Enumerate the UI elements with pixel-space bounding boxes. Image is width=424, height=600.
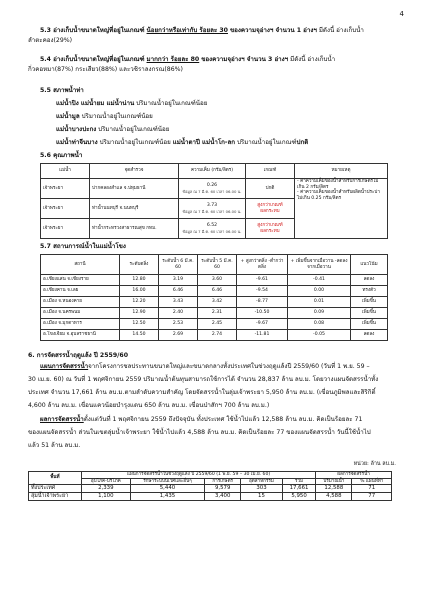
- alloc-percent: 77: [352, 493, 392, 501]
- mk-station: อ.เชียงแสน จ.เชียงราย: [41, 275, 120, 286]
- mk-col-trend: แนวโน้ม: [351, 255, 388, 275]
- river-row-2-status: ปริมาณน้ำอยู่ในเกณฑ์น้อย: [79, 113, 153, 120]
- wq-salinity-time: ข้อมูล ณ 7 มี.ค. 60 เวลา 06.00 น.: [182, 228, 242, 234]
- mk-yesterday: 3.60: [198, 275, 237, 286]
- alloc-sub-total: รวม: [282, 478, 315, 485]
- alloc-volume: 12,588: [316, 485, 352, 493]
- alloc-col-area: พื้นที่: [29, 472, 82, 485]
- allocation-header-1: [29, 472, 392, 479]
- mk-today: 2.40: [159, 308, 198, 319]
- mk-col-bank: ระดับตลิ่ง: [120, 255, 159, 275]
- mk-diff-bank: -9.61: [237, 275, 288, 286]
- table-row: [41, 330, 388, 341]
- river-row-4: [56, 139, 308, 147]
- section-5-4-list: กิ่วคอหมา(87%) กระเสียว(88%) และวชิราลงกรณ(86%): [28, 66, 183, 73]
- wq-salinity-value: 6.52: [206, 222, 218, 228]
- wq-col-site: จุดสำรวจ: [90, 164, 179, 179]
- mk-today: 3.43: [159, 297, 198, 308]
- wq-status: ปกติ: [246, 179, 295, 199]
- mk-bank: 12.90: [120, 308, 159, 319]
- mk-diff-bank: -9.54: [237, 286, 288, 297]
- table-row: [29, 493, 392, 501]
- river-row-3-status: ปริมาณน้ำอยู่ในเกณฑ์น้อย: [96, 126, 170, 133]
- mk-trend: ลดลง: [351, 275, 388, 286]
- section-5-4-tail: มีดังนี้ อ่างเก็บน้ำ: [290, 56, 336, 63]
- river-row-4-name: แม่น้ำท่าจีนบาง: [56, 139, 98, 146]
- section-5-3-criteria: น้อยกว่าหรือเท่ากับ ร้อยละ 30: [146, 27, 228, 34]
- alloc-agriculture: 9,579: [205, 485, 241, 493]
- mk-diff-day: -0.05: [288, 330, 351, 341]
- result-line-1: [40, 416, 362, 424]
- wq-salinity-value: 0.26: [206, 182, 218, 188]
- river-row-1: [56, 100, 207, 108]
- river-row-4-status: ปริมาณน้ำอยู่ในเกณฑ์น้อย: [97, 139, 173, 146]
- mk-diff-day: 0.09: [288, 308, 351, 319]
- mk-station: อ.เมือง จ.มุกดาหาร: [41, 319, 120, 330]
- wq-col-criteria: เกณฑ์: [246, 164, 295, 179]
- alloc-area: ลุ่มน้ำเจ้าพระยา: [29, 493, 82, 501]
- mk-col-diff-bank: + สูงกว่าตลิ่ง -ต่ำกว่าตลิ่ง: [237, 255, 288, 275]
- section-5-3: [40, 27, 364, 35]
- wq-river: เจ้าพระยา: [41, 219, 90, 239]
- wq-site: ปากคลองสำแล จ.ปทุมธานี: [90, 179, 179, 199]
- wq-salinity-value: 3.73: [206, 202, 218, 208]
- result-label: ผลการจัดสรรน้ำ: [40, 416, 84, 423]
- mk-station: อ.โขงเจียม จ.อุบลราชธานี: [41, 330, 120, 341]
- alloc-col-plan: แผนการจัดสรรน้ำในช่วงฤดูแล้ง ปี 2559/60 (1 พ.ย. 59 – 30 เม.ย. 60): [82, 472, 316, 479]
- mk-today: 2.69: [159, 330, 198, 341]
- mk-bank: 12.80: [120, 275, 159, 286]
- page-number: 4: [399, 10, 404, 18]
- alloc-industry: 303: [241, 485, 283, 493]
- mk-col-yesterday: ระดับน้ำ 5 มี.ค. 60: [198, 255, 237, 275]
- mk-yesterday: 2.74: [198, 330, 237, 341]
- mk-trend: ทรงตัว: [351, 286, 388, 297]
- water-quality-table: [40, 163, 388, 239]
- mk-station: อ.เมือง จ.นครพนม: [41, 308, 120, 319]
- plan-line-1: [40, 363, 370, 371]
- mk-trend: เพิ่มขึ้น: [351, 297, 388, 308]
- table-row: [41, 286, 388, 297]
- river-row-4-status-2: ปริมาณน้ำอยู่ในเกณฑ์: [235, 139, 297, 146]
- mk-bank: 12.50: [120, 319, 159, 330]
- alloc-sub-industry: อุตสาหกรรม: [241, 478, 283, 485]
- alloc-total: 5,950: [282, 493, 315, 501]
- mk-diff-bank: -9.67: [237, 319, 288, 330]
- alloc-sub-consumption: อุปโภค-บริโภค: [82, 478, 131, 485]
- wq-river: เจ้าพระยา: [41, 179, 90, 199]
- section-5-3-count: ของความจุอ่างฯ จำนวน 1 อ่างฯ: [229, 27, 317, 34]
- alloc-area: ทั้งประเทศ: [29, 485, 82, 493]
- mk-diff-day: -0.41: [288, 275, 351, 286]
- section-5-4-head: 5.4 อ่างเก็บน้ำขนาดใหญ่ที่อยู่ในเกณฑ์: [40, 56, 145, 63]
- mk-diff-bank: -10.50: [237, 308, 288, 319]
- river-row-4-level: ปกติ: [296, 139, 309, 146]
- alloc-industry: 15: [241, 493, 283, 501]
- table-row: [29, 485, 392, 493]
- alloc-sub-percent: % แผนที่ทำ: [352, 478, 392, 485]
- mk-today: 6.46: [159, 286, 198, 297]
- river-row-2-name: แม่น้ำมูล: [56, 113, 80, 120]
- wq-salinity: [179, 179, 246, 199]
- section-5-4-count: ของความจุอ่างฯ จำนวน 3 อ่างฯ: [201, 56, 289, 63]
- mk-station: อ.เมือง จ.หนองคาย: [41, 297, 120, 308]
- mk-today: 2.53: [159, 319, 198, 330]
- wq-status: สูงกว่าเกณฑ์ ผลกระทบ: [246, 199, 295, 219]
- mekong-table: [40, 254, 388, 341]
- section-5-3-head: 5.3 อ่างเก็บน้ำขนาดใหญ่ที่อยู่ในเกณฑ์: [40, 27, 145, 34]
- mk-col-today: ระดับน้ำ 6 มี.ค. 60: [159, 255, 198, 275]
- mk-trend: เพิ่มขึ้น: [351, 308, 388, 319]
- river-row-1-status: ปริมาณน้ำอยู่ในเกณฑ์น้อย: [134, 100, 208, 107]
- mk-yesterday: 2.31: [198, 308, 237, 319]
- alloc-percent: 71: [352, 485, 392, 493]
- table-row: [41, 308, 388, 319]
- wq-site: ท่าน้ำนนทบุรี จ.นนทบุรี: [90, 199, 179, 219]
- wq-salinity: [179, 219, 246, 239]
- river-row-4-name-2: แม่น้ำตาปี แม่น้ำโก-ลก: [172, 139, 235, 146]
- mk-yesterday: 2.45: [198, 319, 237, 330]
- mk-bank: 12.20: [120, 297, 159, 308]
- alloc-consumption: 2,339: [82, 485, 131, 493]
- mk-trend: เพิ่มขึ้น: [351, 319, 388, 330]
- mk-yesterday: 3.42: [198, 297, 237, 308]
- wq-col-salinity: ความเค็ม (กรัม/ลิตร): [179, 164, 246, 179]
- wq-note: - ค่าความเค็มของน้ำสำหรับการเกษตรไม่เกิน 2 กรัม/ลิตร - ค่าความเค็มของน้ำสำหรับผลิตน้ำประปาไม่เกิน 0.25 กรัม/ลิตร: [295, 179, 388, 239]
- wq-river: เจ้าพระยา: [41, 199, 90, 219]
- mk-trend: ลดลง: [351, 330, 388, 341]
- alloc-col-result: ผลการจัดสรรน้ำ: [316, 472, 392, 479]
- river-row-2: [56, 113, 153, 121]
- river-row-3: [56, 126, 169, 134]
- result-line-2: ของแผนจัดสรรน้ำ ส่วนในเขตลุ่มน้ำเจ้าพระยา ใช้น้ำไปแล้ว 4,588 ล้าน ลบ.ม. คิดเป็นร้อยละ 77 ของแผนจัดสรรน้ำ วันนี้ใช้น้ำไป: [28, 429, 371, 436]
- river-row-1-name: แม่น้ำปิง แม่น้ำยม แม่น้ำน่าน: [56, 100, 135, 107]
- alloc-sub-volume: ปริมาณน้ำ: [316, 478, 352, 485]
- allocation-table: [28, 471, 392, 501]
- mk-col-diff-day: + เพิ่มขึ้นจากเมื่อวาน -ลดลงจากเมื่อวาน: [288, 255, 351, 275]
- alloc-sub-ecology: รักษาระบบนิเวศและอื่นๆ: [130, 478, 205, 485]
- table-row: [41, 275, 388, 286]
- table-row: [41, 179, 388, 199]
- water-quality-header: [41, 164, 388, 179]
- wq-status: สูงกว่าเกณฑ์ ผลกระทบ: [246, 219, 295, 239]
- alloc-ecology: 5,440: [130, 485, 205, 493]
- wq-site: ท่าน้ำกระทรวงสาธารณสุข กทม.: [90, 219, 179, 239]
- plan-text-1: จากโครงการชลประทานขนาดใหญ่และขนาดกลางทั้งประเทศในช่วงฤดูแล้งปี 2559/60 (วันที่ 1 พ.ย. 59 –: [88, 363, 370, 370]
- mk-col-station: สถานี: [41, 255, 120, 275]
- mk-bank: 16.00: [120, 286, 159, 297]
- alloc-agriculture: 3,400: [205, 493, 241, 501]
- mk-diff-bank: -11.81: [237, 330, 288, 341]
- wq-salinity-time: ข้อมูล ณ 7 มี.ค. 60 เวลา 06.00 น.: [182, 188, 242, 194]
- mk-yesterday: 6.46: [198, 286, 237, 297]
- unit-note: หน่วย: ล้าน ลบ.ม.: [353, 461, 396, 467]
- table-row: [41, 319, 388, 330]
- river-row-3-name: แม่น้ำบางปะกง: [56, 126, 97, 133]
- mk-bank: 14.50: [120, 330, 159, 341]
- alloc-volume: 4,588: [316, 493, 352, 501]
- mk-diff-day: 0.08: [288, 319, 351, 330]
- plan-label: แผนการจัดสรรน้ำ: [40, 363, 89, 370]
- plan-line-2: 30 เม.ย. 60) ณ วันที่ 1 พฤศจิกายน 2559 ปริมาณน้ำต้นทุนสามารถใช้การได้ จำนวน 28,837 ล้าน ลบ.ม. โดยวางแผนจัดสรรน้ำทั้ง: [28, 376, 379, 383]
- wq-col-note: หมายเหตุ: [295, 164, 388, 179]
- section-5-6-head: 5.6 คุณภาพน้ำ: [40, 152, 83, 159]
- section-5-3-tail: มีดังนี้ อ่างเก็บน้ำ: [318, 27, 364, 34]
- table-row: [41, 297, 388, 308]
- mekong-header: [41, 255, 388, 275]
- result-line-3: แล้ว 51 ล้าน ลบ.ม.: [28, 442, 81, 449]
- alloc-ecology: 1,435: [130, 493, 205, 501]
- section-6-head: 6. การจัดสรรน้ำฤดูแล้ง ปี 2559/60: [28, 352, 129, 359]
- plan-line-4: 4,600 ล้าน ลบ.ม. เขื่อนแควน้อยบำรุงแดน 650 ล้าน ลบ.ม. เขื่อนป่าสักฯ 700 ล้าน ลบ.ม.): [28, 402, 270, 409]
- mk-today: 3.19: [159, 275, 198, 286]
- mk-diff-day: 0.01: [288, 297, 351, 308]
- section-5-7-head: 5.7 สถานการณ์น้ำในแม่น้ำโขง: [40, 243, 126, 250]
- plan-line-3: ประเทศ จำนวน 17,661 ล้าน ลบ.ม.ตามลำดับความสำคัญ โดยจัดสรรน้ำในลุ่มเจ้าพระยา 5,950 ล้าน ลบ.ม. (เขื่อนภูมิพลและสิริกิติ์: [28, 389, 376, 396]
- alloc-total: 17,661: [282, 485, 315, 493]
- section-5-4: [40, 56, 335, 64]
- result-text-1: ตั้งแต่วันที่ 1 พฤศจิกายน 2559 ถึงปัจจุบัน ทั้งประเทศ ใช้น้ำไปแล้ว 12,588 ล้าน ลบ.ม. คิดเป็นร้อยละ 71: [83, 416, 363, 423]
- wq-salinity: [179, 199, 246, 219]
- alloc-sub-agriculture: การเกษตร: [205, 478, 241, 485]
- wq-salinity-time: ข้อมูล ณ 7 มี.ค. 60 เวลา 06.00 น.: [182, 208, 242, 214]
- section-5-3-list: ลำตะคอง(29%): [28, 37, 73, 44]
- alloc-consumption: 1,100: [82, 493, 131, 501]
- mk-diff-day: 0.00: [288, 286, 351, 297]
- section-5-5-head: 5.5 สภาพน้ำท่า: [40, 87, 84, 94]
- wq-col-river: แม่น้ำ: [41, 164, 90, 179]
- allocation-header-2: [29, 478, 392, 485]
- section-5-4-criteria: มากกว่า ร้อยละ 80: [146, 56, 200, 63]
- mk-diff-bank: -8.77: [237, 297, 288, 308]
- mk-station: อ.เชียงคาน จ.เลย: [41, 286, 120, 297]
